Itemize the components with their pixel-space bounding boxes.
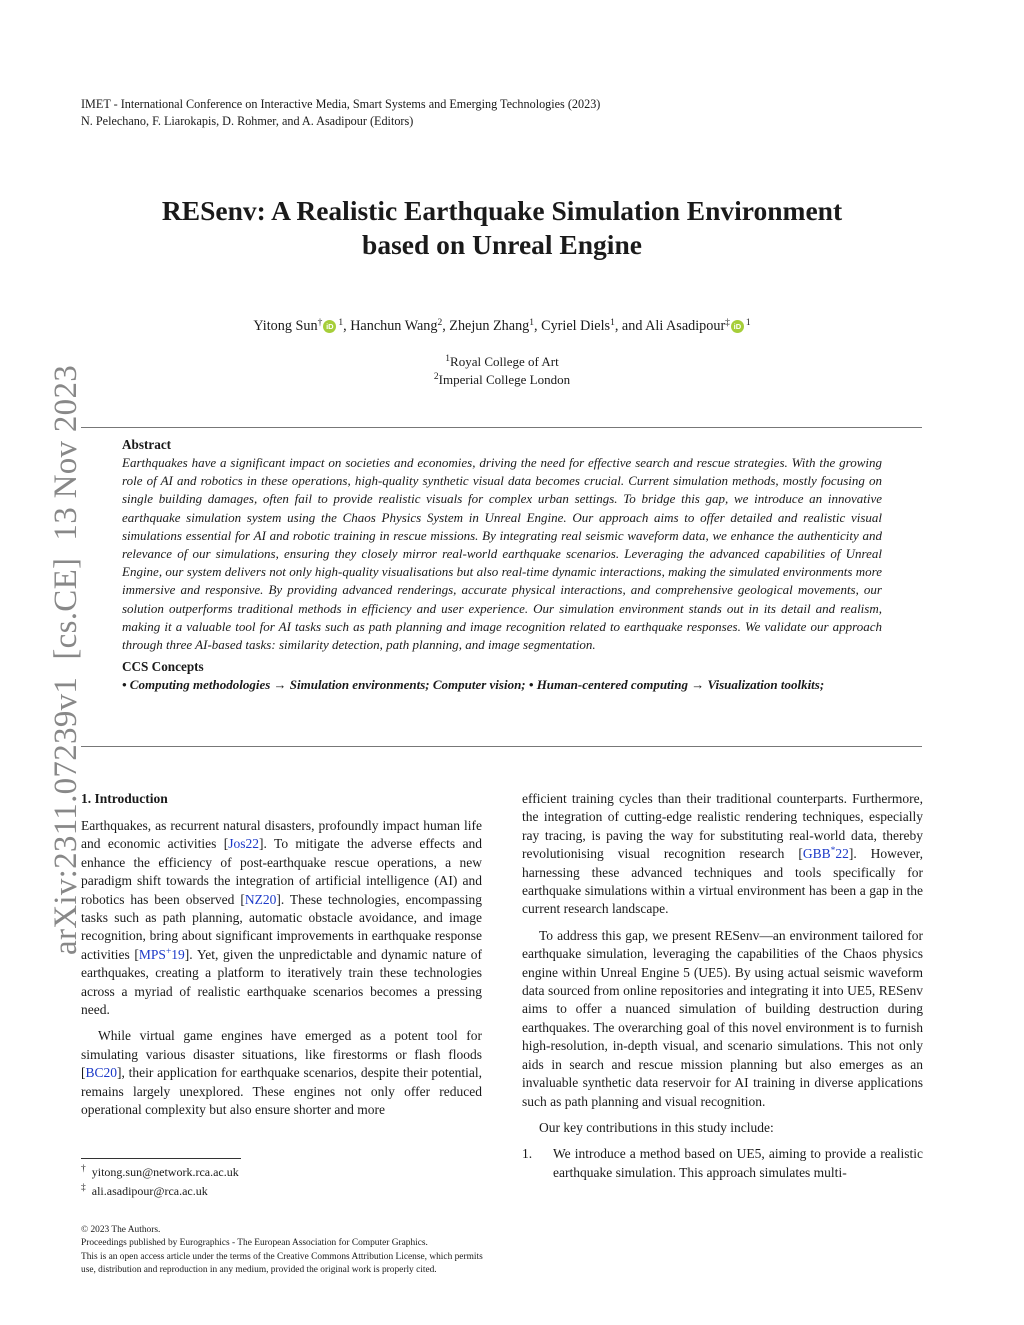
title-line-2: based on Unreal Engine bbox=[362, 229, 642, 260]
affiliation-number: 1 bbox=[445, 354, 451, 364]
footnote-mark: † bbox=[81, 1164, 86, 1174]
body-paragraph: Our key contributions in this study include: bbox=[539, 1119, 774, 1135]
citation-link[interactable]: GBB*22 bbox=[802, 846, 849, 862]
footnote bbox=[81, 1182, 481, 1201]
abstract-text: Earthquakes have a significant impact on societies and economies, driving the need for effective search and rescue strategies. With the growing role of AI and robotics in these operations, high-quality synthetic visual data becomes crucial. Current simulation methods, mostly focusing on single building damages, often fail to provide realistic visuals for complex urban settings. To bridge this gap, we introduce an innovative earthquake simulation system using the Chaos Physics System in Unreal Engine. Our approach aims to offer detailed and realistic visual simulations essential for AI and robotic training in rescue missions. By integrating real seismic waveform data, we enhance the authenticity and relevance of our simulations, ensuring they closely mirror real-world earthquake scenarios. Leveraging the advanced capabilities of Unreal Engine, our system delivers not only high-quality visualisations but also real-time dynamic interactions, making the simulated environments more immersive and responsive. By providing advanced renderings, accurate physical interactions, and comprehensive geological movements, our solution outperforms traditional methods in efficiency and user experience. Our simulation environment stands out in its detail and realism, making it a valuable tool for AI tasks such as path planning and image recognition related to earthquake responses. We validate our approach through three AI-based tasks: similarity detection, path planning, and image segmentation. bbox=[122, 455, 882, 653]
body-paragraph: Earthquakes, as recurrent natural disasters, profoundly impact human life and economic activities [Jos22]. To mitigate the adverse effects and enhance the efficiency of post-earthquake rescue operations, a new paradigm shift towards the integration of artificial intelligence (AI) and robotics has been observed [NZ20]. These technologies, encompassing tasks such as path planning, automatic obstacle avoidance, and image recognition, bring about significant improvements in earthquake response activities [MPS+19]. Yet, given the unpredictable and dynamic nature of earthquakes, creating a platform to iteratively train these technologies across a myriad of realistic earthquake scenarios becomes a pressing need. bbox=[81, 818, 483, 1018]
affiliations bbox=[100, 353, 904, 388]
body-paragraph: While virtual game engines have emerged as a potent tool for simulating various disaster situations, like firestorms or flash floods [BC20], their application for earthquake scenarios, despite their potential, remains largely unexplored. These engines not only offer reduced operational complexity but also ensure shorter and more bbox=[81, 1028, 482, 1118]
author-name: Yitong Sun bbox=[253, 318, 318, 334]
author-mark: † bbox=[317, 318, 323, 328]
author-affiliation: 2 bbox=[437, 318, 443, 328]
left-column bbox=[81, 790, 482, 1120]
author-list bbox=[100, 316, 904, 336]
author-name: , Hanchun Wang bbox=[343, 318, 438, 334]
author-affiliation: 1 bbox=[529, 318, 535, 328]
affiliation bbox=[100, 371, 904, 389]
author-affiliation: 1 bbox=[338, 318, 344, 328]
license-text: This is an open access article under the terms of the Creative Commons Attribution License, which permits use, distribution and reproduction in any medium, provided the original work is properly cited. bbox=[81, 1251, 483, 1276]
abstract-bottom-rule bbox=[81, 746, 922, 747]
affiliation-name: Royal College of Art bbox=[450, 354, 559, 369]
arxiv-sidebar bbox=[22, 320, 84, 955]
affiliation bbox=[100, 353, 904, 371]
citation-link[interactable]: MPS+19 bbox=[138, 946, 185, 962]
footnotes bbox=[81, 1163, 481, 1201]
citation-link[interactable]: BC20 bbox=[85, 1065, 118, 1081]
arxiv-identifier: arXiv:2311.07239v1 [cs.CE] 13 Nov 2023 bbox=[48, 364, 84, 955]
copyright-line: © 2023 The Authors. bbox=[81, 1225, 161, 1235]
abstract-top-rule bbox=[81, 427, 922, 428]
footnote bbox=[81, 1163, 481, 1182]
orcid-icon[interactable]: iD bbox=[323, 320, 336, 333]
right-column bbox=[522, 790, 923, 1182]
author-name: , and Ali Asadipour bbox=[614, 318, 726, 334]
abstract-heading: Abstract bbox=[122, 437, 172, 452]
ccs-concepts: • Computing methodologies → Simulation environments; Computer vision; • Human-centered computing → Visualization toolkits; bbox=[122, 677, 825, 693]
paper-title bbox=[100, 194, 904, 262]
affiliation-number: 2 bbox=[433, 371, 439, 382]
author-name: , Zhejun Zhang bbox=[442, 318, 530, 334]
body-paragraph: efficient training cycles than their traditional counterparts. Furthermore, the integration of cutting-edge realistic rendering techniques, especially ray tracing, is paving the way for substituting real-world data, thereby revolutionising visual recognition research [GBB*22]. However, harnessing these advanced techniques and tools specifically for earthquake simulations within a virtual environment has been a gap in the current research landscape. bbox=[522, 791, 923, 917]
footnote-rule bbox=[81, 1158, 241, 1159]
author-affiliation: 1 bbox=[610, 318, 615, 328]
list-item bbox=[522, 1145, 923, 1182]
copyright-block bbox=[81, 1224, 483, 1278]
title-line-1: RESenv: A Realistic Earthquake Simulation Environment bbox=[161, 195, 843, 226]
orcid-icon[interactable]: iD bbox=[731, 320, 744, 333]
citation-link[interactable]: Jos22 bbox=[228, 836, 260, 852]
author-name: , Cyriel Diels bbox=[534, 318, 611, 334]
publisher-line: Proceedings published by Eurographics - The European Association for Computer Graphics. bbox=[81, 1238, 428, 1249]
list-number: 1. bbox=[522, 1146, 533, 1162]
footnote-mark: ‡ bbox=[81, 1183, 86, 1193]
author-affiliation: 1 bbox=[745, 318, 751, 328]
author-mark: ‡ bbox=[725, 318, 730, 328]
section-heading: 1. Introduction bbox=[81, 791, 168, 806]
list-item-text: We introduce a method based on UE5, aiming to provide a realistic earthquake simulation. This approach simulates multi- bbox=[553, 1146, 923, 1180]
footnote-email[interactable]: ali.asadipour@rca.ac.uk bbox=[91, 1184, 208, 1198]
citation-link[interactable]: NZ20 bbox=[244, 891, 277, 907]
footnote-email[interactable]: yitong.sun@network.rca.ac.uk bbox=[91, 1165, 239, 1179]
running-header bbox=[81, 96, 600, 130]
conference-line: IMET - International Conference on Interactive Media, Smart Systems and Emerging Technologies (2023) bbox=[81, 97, 601, 111]
ccs-heading: CCS Concepts bbox=[122, 659, 204, 675]
editors-line: N. Pelechano, F. Liarokapis, D. Rohmer, and A. Asadipour (Editors) bbox=[81, 114, 414, 128]
abstract bbox=[122, 436, 882, 694]
body-paragraph: To address this gap, we present RESenv—an environment tailored for earthquake simulation, leveraging the capabilities of the Chaos physics engine within Unreal Engine 5 (UE5). By using actual seismic waveform data sourced from online repositories and integrating it into UE5, RESenv aims to offer a nuanced simulation of building destruction during earthquakes. The overarching goal of this novel environment is to furnish high-resolution, in-depth visual, and scenario simulations. This not only aids in search and rescue mission planning but also emerges as an invaluable synthetic data reservoir for AI training in diverse applications such as path planning and visual recognition. bbox=[522, 927, 923, 1109]
affiliation-name: Imperial College London bbox=[438, 371, 571, 387]
